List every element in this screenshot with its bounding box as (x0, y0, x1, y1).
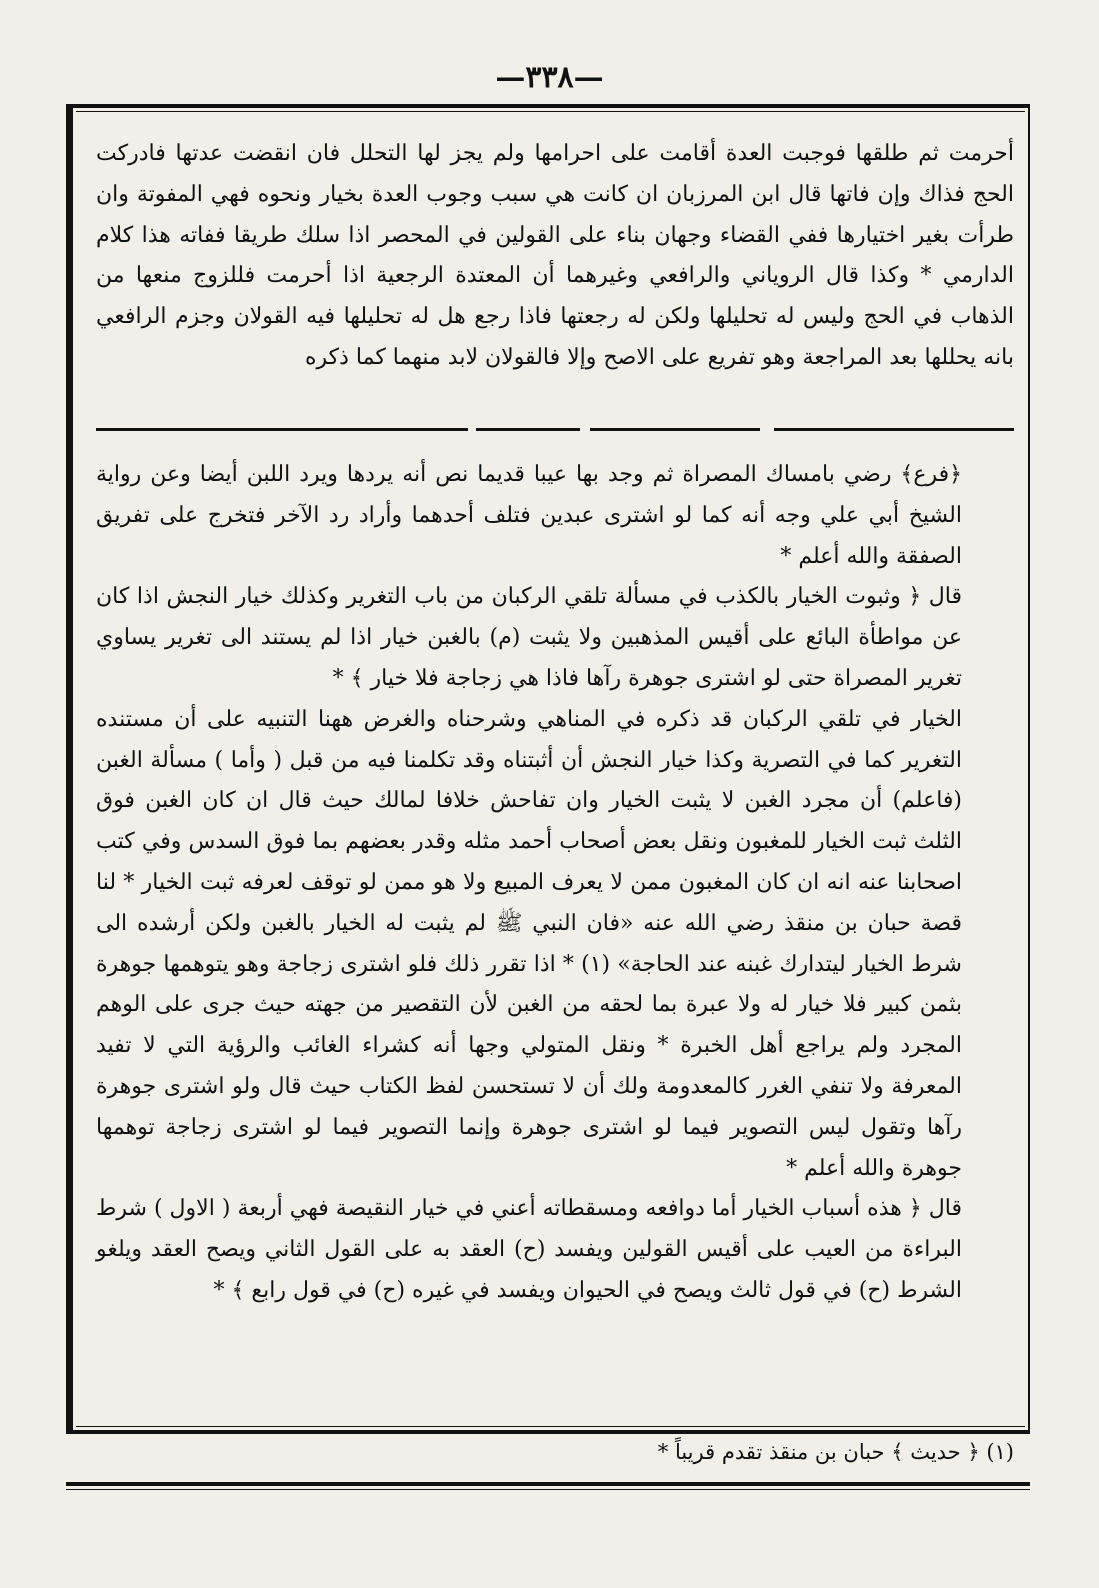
paragraph-far: ﴿فرع﴾ رضي بامساك المصراة ثم وجد بها عيبا قديما نص أنه يردها ويرد اللبن أيضا وعن رواية الشيخ أبي علي وجه أنه كما لو اشترى عبدين فتلف أحدهما وأراد رد الآخر فتخرج على تفريق الصفقة والله أعلم * (96, 462, 962, 569)
upper-text-block: أحرمت ثم طلقها فوجبت العدة أقامت على احرامها ولم يجز لها التحلل فان انقضت عدتها فادركت الحج فذاك وإن فاتها قال ابن المرزبان ان كانت هي سبب وجوب العدة بخيار ونحوه فهي المفوتة وان طرأت بغير اختيارها ففي القضاء وجهان بناء على القولين في المحصر اذا سلك طريقا ففاته هذا كلام الدارمي * وكذا قال الروياني والرافعي وغيرهما أن المعتدة الرجعية اذا أحرمت فللزوج منعها من الذهاب في الحج وليس له تحليلها ولكن له رجعتها فاذا رجع هل له تحليلها فيه القولان وجزم الرافعي بانه يحللها بعد المراجعة وهو تفريع على الاصح وإلا فالقولان لابد منهما كما ذكره (96, 141, 1014, 370)
footnote: (١) ﴿ حديث ﴾ حبان بن منقذ تقدم قريباً * (657, 1440, 1014, 1464)
paragraph-qala-1: قال ﴿ وثبوت الخيار بالكذب في مسألة تلقي الركبان من باب التغرير وكذلك خيار النجش اذا كان عن مواطأة البائع على أقيس المذهبين ولا يثبت (م) بالغبن خيار اذا لم يستند الى تغرير يساوي تغرير المصراة حتى لو اشترى جوهرة رآها فاذا هي زجاجة فلا خيار ﴾ * (96, 584, 962, 691)
paragraph-commentary: الخيار في تلقي الركبان قد ذكره في المناهي وشرحناه والغرض ههنا التنبيه على أن مستنده التغرير كما في التصرية وكذا خيار النجش أن أثبتناه وقد تكلمنا فيه من قبل ( وأما ) مسألة الغبن (فاعلم) أن مجرد الغبن لا يثبت الخيار وان تفاحش خلافا لمالك حيث قال ان كان الغبن فوق الثلث ثبت الخيار للمغبون ونقل بعض أصحاب أحمد مثله وقدر بعضهم بما فوق السدس وفي كتب اصحابنا عنه انه ان كان المغبون ممن لا يعرف المبيع ولا هو ممن لو توقف لعرفه ثبت الخيار * لنا قصة حبان بن منقذ رضي الله عنه «فان النبي ﷺ لم يثبت له الخيار بالغبن ولكن أرشده الى شرط الخيار ليتدارك غبنه عند الحاجة» (١) * اذا تقرر ذلك فلو اشترى زجاجة وهو يتوهمها جوهرة بثمن كبير فلا خيار له ولا عبرة بما لحقه من الغبن لأن التقصير من جهته حيث جرى على الوهم المجرد ولم يراجع أهل الخبرة * ونقل المتولي وجها أنه كشراء الغائب والرؤية التي لا تفيد المعرفة ولا تنفي الغرر كالمعدومة ولك أن لا تستحسن لفظ الكتاب حيث قال ولو اشترى جوهرة رآها وتقول ليس التصوير فيما لو اشترى جوهرة وإنما التصوير فيما لو اشترى زجاجة توهمها جوهرة والله أعلم * (96, 706, 963, 1181)
section-divider (96, 428, 1014, 436)
paragraph-qala-2: قال ﴿ هذه أسباب الخيار أما دوافعه ومسقطاته أعني في خيار النقيصة فهي أربعة ( الاول ) شرط البراءة من العيب على أقيس القولين ويفسد (ح) العقد به على القول الثاني ويصح العقد ويلغو الشرط (ح) في قول ثالث ويصح في الحيوان ويفسد في غيره (ح) في قول رابع ﴾ * (96, 1196, 962, 1303)
lower-text-block (96, 455, 1014, 1312)
bottom-rule-thin (66, 1489, 1030, 1490)
bottom-rule (66, 1482, 1030, 1486)
page-number: —٣٣٨— (495, 60, 604, 95)
